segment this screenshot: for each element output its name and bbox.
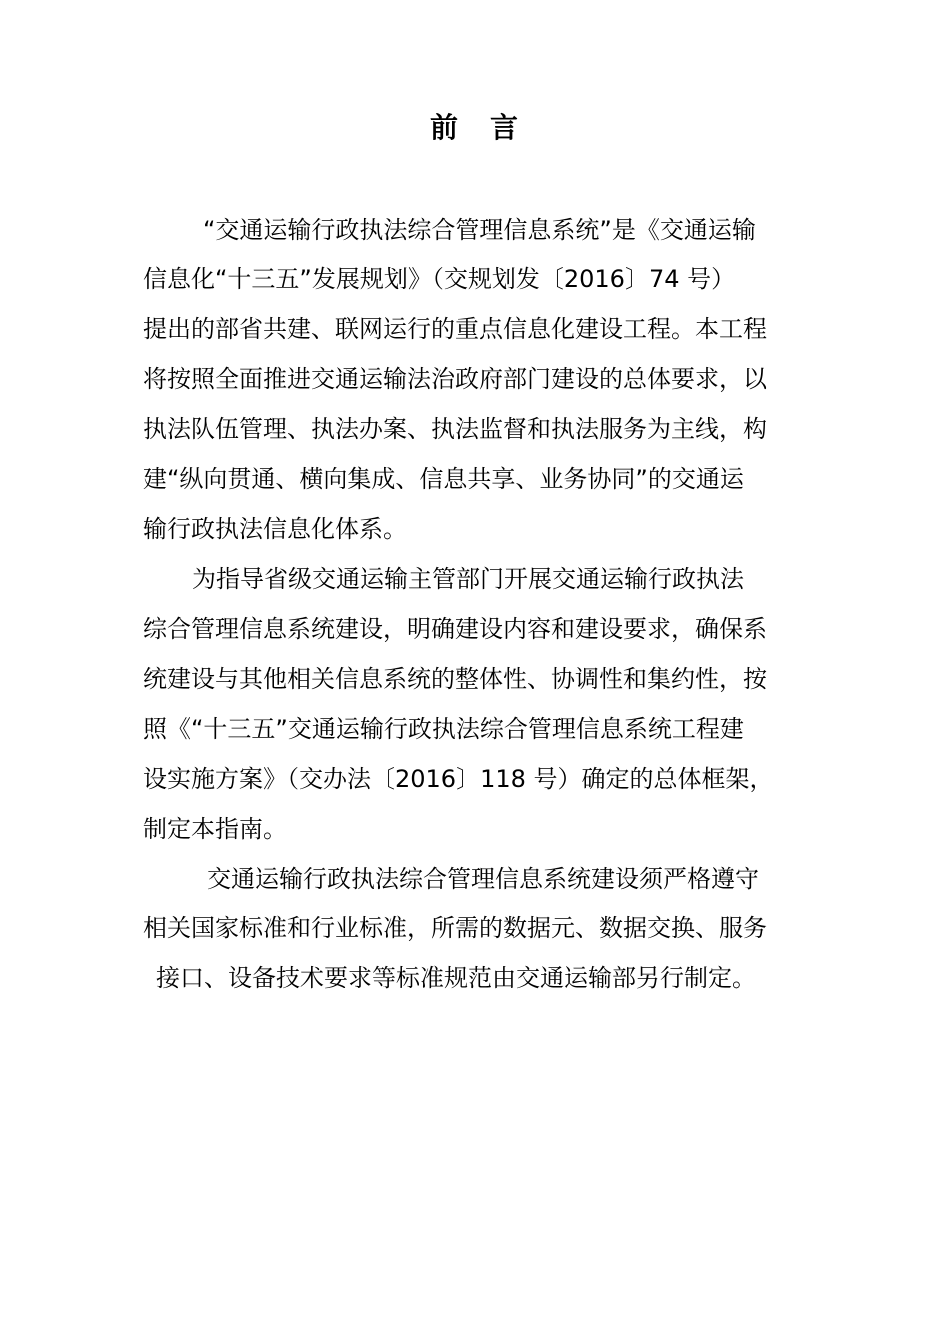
paragraph-line: 制定本指南。 <box>143 815 287 843</box>
paragraph-line: 信息化“十三五”发展规划》（交规划发〔2016〕74 号） <box>143 265 736 293</box>
paragraph-line: 将按照全面推进交通运输法治政府部门建设的总体要求，以 <box>143 365 767 393</box>
paragraph-line: 提出的部省共建、联网运行的重点信息化建设工程。本工程 <box>143 315 767 343</box>
paragraph-line: 设实施方案》（交办法〔2016〕118 号）确定的总体框架， <box>143 765 774 793</box>
paragraph-line: 为指导省级交通运输主管部门开展交通运输行政执法 <box>192 565 744 593</box>
paragraph-line: 综合管理信息系统建设，明确建设内容和建设要求，确保系 <box>143 615 767 643</box>
paragraph-line: 执法队伍管理、执法办案、执法监督和执法服务为主线，构 <box>143 415 767 443</box>
paragraph-line: 交通运输行政执法综合管理信息系统建设须严格遵守 <box>207 865 759 893</box>
page-title: 前 言 <box>429 111 520 144</box>
paragraph-line: 建“纵向贯通、横向集成、信息共享、业务协同”的交通运 <box>143 465 744 493</box>
paragraph-line: 输行政执法信息化体系。 <box>143 515 407 543</box>
paragraph-line: 统建设与其他相关信息系统的整体性、协调性和集约性，按 <box>143 665 767 693</box>
paragraph-line: 相关国家标准和行业标准，所需的数据元、数据交换、服务 <box>143 914 767 942</box>
paragraph-line: 接口、设备技术要求等标准规范由交通运输部另行制定。 <box>156 964 756 992</box>
paragraph-line: “交通运输行政执法综合管理信息系统”是《交通运输 <box>203 216 756 244</box>
paragraph-line: 照《“十三五”交通运输行政执法综合管理信息系统工程建 <box>143 715 744 743</box>
